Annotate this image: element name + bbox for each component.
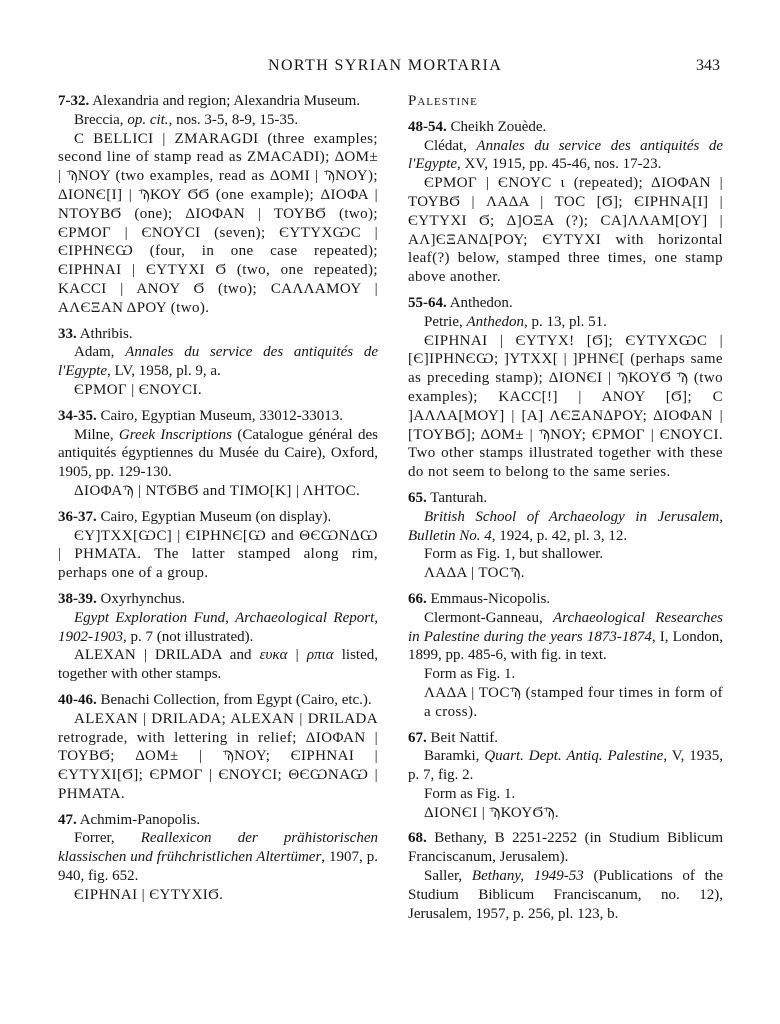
entry-place: Tanturah. xyxy=(430,489,488,506)
entry-number: 68. xyxy=(408,830,427,847)
ref-author: Saller, xyxy=(424,868,472,885)
entry-place: Cairo, Egyptian Museum (on display). xyxy=(100,508,332,525)
entry-reference xyxy=(408,609,723,665)
entry-place: Athribis. xyxy=(79,325,133,342)
entry-number: 7-32. xyxy=(58,93,90,109)
entry-number: 38-39. xyxy=(58,590,97,607)
stamp-greek: ευκα xyxy=(259,647,288,664)
entry-stamps: ЄΡΜΟΓ | ЄΝΟΥϹ ι (repeated); ΔΙΟΦΑΝ | ΤΟΥΒϬ | ΛΑΔΑ | ΤΟϹ [Ϭ]; ЄΙΡΗΝΑ[Ι] | ЄΥΤΥΧΙ Ϭ; Δ]ΟΞΑ (?); ϹΑ]ΛΛΑΜ[ΟΥ] | ΑΛ]ЄΞΑΝΔ[ΡΟΥ; ЄΥΤΥΧΙ with horizontal leaf(?) below, stamped three times, one stamp above another. xyxy=(408,175,723,286)
ref-author: Forrer, xyxy=(74,830,141,847)
entry-heading xyxy=(58,590,378,609)
entry-place: Achmim-Panopolis. xyxy=(79,811,201,828)
entry-place: Beit Nattif. xyxy=(430,729,498,746)
entry-place: Anthedon. xyxy=(449,294,513,311)
entry-form: Form as Fig. 1. xyxy=(424,666,516,683)
ref-title: Reallexicon der prähistorischen klassischen und frühchristlichen Altertümer xyxy=(58,830,378,866)
ref-details: , 1907, p. 940, fig. 652. xyxy=(58,849,378,885)
ref-title: Greek Inscriptions xyxy=(118,426,233,443)
entry-heading xyxy=(408,294,723,313)
ref-author: Petrie, xyxy=(424,313,467,330)
right-column xyxy=(408,92,723,923)
entry-reference xyxy=(408,747,723,785)
entry-heading xyxy=(58,811,378,830)
left-column xyxy=(58,92,378,905)
entry-number: 55-64. xyxy=(408,294,447,311)
entry-reference xyxy=(408,313,723,332)
entry-reference xyxy=(408,137,723,175)
entry-number: 33. xyxy=(58,325,77,342)
page-number: 343 xyxy=(696,57,720,74)
ref-author: Clédat, xyxy=(424,137,477,154)
entry-number: 47. xyxy=(58,811,77,828)
entry-heading xyxy=(58,407,378,426)
entry-number: 65. xyxy=(408,489,427,506)
entry-reference xyxy=(58,829,378,885)
entry-stamps: ЄΙΡΗΝΑΙ | ЄΥΤΥΧ! [Ϭ]; ЄΥΤΥΧѠϹ | [Є]ΙΡΗΝЄѠ; ]ΥΤΧΧ[ | ]ΡΗΝЄ[ (perhaps same as preceding stamp); ΔΙΟΝЄΙ | ϠΚΟΥϬ Ϡ (two examples); ΚΑϹϹ[!] | ΑΝΟΥ [Ϭ]; Ϲ ]ΑΛΛΑ[ΜΟΥ] | [Α] ΛЄΞΑΝΔΡΟΥ; ΔΙΟΦΑΝ | [ΤΟΥΒϬ]; ΔΟΜ± | ϠΝΟΥ; ЄΡΜΟΓ | ЄΝΟΥϹΙ. Two other stamps illustrated together with these do not seem to belong to the same series. xyxy=(408,332,723,481)
entry-place: Cairo, Egyptian Museum, 33012-33013. xyxy=(100,407,343,424)
ref-details: , p. 7 (not illustrated). xyxy=(123,628,254,645)
ref-details: , I, London, 1899, pp. 485-6, with fig. in text. xyxy=(408,628,723,664)
ref-author: Breccia, xyxy=(74,111,128,128)
ref-title: Annales du service des antiquités de l'Egypte xyxy=(58,344,378,380)
ref-title: Archaeological Researches in Palestine during the years 1873-1874 xyxy=(408,609,723,645)
entry-number: 34-35. xyxy=(58,407,97,424)
ref-details: , V, 1935, p. 7, fig. 2. xyxy=(408,748,723,784)
entry-stamps: ALEXAN | DRILADA; ALEXAN | DRILADA retrograde, with lettering in relief; ΔΙΟΦΑΝ | ΤΟΥΒϬ; ΔΟΜ± | ϠΝΟΥ; ЄΙΡΗΝΑΙ | ЄΥΤΥΧΙ[Ϭ]; ЄΡΜΟΓ | ЄΝΟΥϹΙ; ΘЄѠΝΑѠ | ΡΗΜΑΤΑ. xyxy=(58,710,378,802)
ref-author: Baramki, xyxy=(424,748,485,765)
entry-reference xyxy=(58,426,378,482)
entry-place: Emmaus-Nicopolis. xyxy=(430,590,551,607)
entry-place: Cheikh Zouède. xyxy=(450,118,547,135)
entry-reference xyxy=(58,111,378,130)
entry-stamps: ЄΡΜΟΓ | ЄΝΟΥϹΙ. xyxy=(74,381,202,398)
entry-stamps: ЄΥ]ΤΧΧ[ѠϹ] | ЄΙΡΗΝЄ[Ѡ and ΘЄѠΝΔѠ | ΡΗΜΑΤΑ. The latter stamped along rim, perhaps one of a group. xyxy=(58,527,378,582)
entry-place: Oxyrhynchus. xyxy=(100,590,186,607)
ref-details: , nos. 3-5, 8-9, 15-35. xyxy=(168,111,299,128)
entry-stamps: ΔΙΟΝЄΙ | ϠΚΟΥϬϠ. xyxy=(424,804,560,821)
ref-author: Clermont-Ganneau, xyxy=(424,609,554,626)
entry-stamps: ΛΑΔΑ | ΤΟϹϠ (stamped four times in form of a cross). xyxy=(424,684,723,720)
ref-title: Anthedon xyxy=(466,313,524,330)
ref-details: , XV, 1915, pp. 45-46, nos. 17-23. xyxy=(457,156,662,173)
entry-reference xyxy=(58,609,378,647)
entry-form: Form as Fig. 1, but shallower. xyxy=(424,546,604,563)
entry-heading xyxy=(408,829,723,867)
ref-title: Quart. Dept. Antiq. Palestine xyxy=(484,748,664,765)
entry-stamps: ΔΙΟΦΑϠ | ΝΤϬΒϬ and ΤΙΜΟ[Κ] | ΛΗΤΟϹ. xyxy=(74,482,361,499)
entry-heading xyxy=(408,590,723,609)
ref-author: Milne, xyxy=(74,426,119,443)
entry-stamps: ΛΑΔΑ | ΤΟϹϠ. xyxy=(424,565,525,582)
stamp-greek: ρπια xyxy=(306,647,334,664)
entry-form: Form as Fig. 1. xyxy=(424,785,516,802)
entry-heading xyxy=(58,508,378,527)
ref-title: Egypt Exploration Fund, Archaeological Report, 1902-1903 xyxy=(58,609,378,645)
stamp-separator: | xyxy=(287,647,307,664)
running-title: NORTH SYRIAN MORTARIA xyxy=(268,57,503,74)
entry-reference xyxy=(408,867,723,923)
entry-number: 36-37. xyxy=(58,508,97,525)
ref-title: Bethany, 1949-53 xyxy=(471,868,584,885)
entry-place: Bethany, B 2251-2252 (in Studium Biblicum Franciscanum, Jerusalem). xyxy=(408,830,724,866)
ref-details: , LV, 1958, pl. 9, a. xyxy=(107,363,221,380)
ref-title: Annales du service des antiquités de l'Egypte xyxy=(408,137,723,173)
entry-number: 67. xyxy=(408,729,427,746)
ref-author: Adam, xyxy=(74,344,126,361)
stamp-text: listed, together with other stamps. xyxy=(58,647,378,683)
entry-number: 48-54. xyxy=(408,118,447,135)
ref-details: , 1924, p. 42, pl. 3, 12. xyxy=(491,527,628,544)
entry-stamps xyxy=(58,646,378,684)
entry-place: Benachi Collection, from Egypt (Cairo, etc.). xyxy=(100,691,372,708)
entry-heading xyxy=(58,691,378,710)
entry-stamps: ЄΙΡΗΝΑΙ | ЄΥΤΥΧΙϬ. xyxy=(74,886,224,903)
entry-number: 66. xyxy=(408,590,427,607)
ref-details: (Catalogue général des antiquités égyptiennes du Musée du Caire), Oxford, 1905, pp. 129-130. xyxy=(58,426,378,481)
entry-heading xyxy=(408,729,723,748)
entry-reference xyxy=(408,508,723,546)
ref-title: British School of Archaeology in Jerusalem, Bulletin No. 4 xyxy=(408,508,723,544)
entry-heading xyxy=(58,92,378,111)
entry-number: 40-46. xyxy=(58,691,97,708)
entry-place: Alexandria and region; Alexandria Museum. xyxy=(92,93,361,109)
entry-reference xyxy=(58,343,378,381)
section-heading: Palestine xyxy=(408,93,478,109)
stamp-text: ALEXAN | DRILADA and xyxy=(74,647,260,664)
entry-heading xyxy=(408,489,723,508)
ref-details: (Publications of the Studium Biblicum Franciscanum, no. 12), Jerusalem, 1957, p. 256, pl. 123, b. xyxy=(408,868,723,922)
ref-title: op. cit. xyxy=(127,111,169,128)
entry-heading xyxy=(408,118,723,137)
entry-stamps: C BELLICI | ZMARAGDI (three examples; second line of stamp read as ZMACADI); ΔΟΜ± | ϠΝΟΥ (two examples, read as ΔΟΜΙ | ϠΝΟΥ); ΔΙΟΝЄ[Ι] | ϠΚΟΥ ϬϬ (one example); ΔΙΟΦΑ | ΝΤΟΥΒϬ (one); ΔΙΟΦΑΝ | ΤΟΥΒϬ (two); ЄΡΜΟΓ | ЄΝΟΥϹΙ (seven); ЄΥΤΥΧѠϹ | ЄΙΡΗΝЄѠ (four, in one case repeated); ЄΙΡΗΝΑΙ | ЄΥΤΥΧΙ Ϭ (two, one repeated); ΚΑϹϹΙ | ΑΝΟΥ Ϭ (two); ϹΑΛΛΑΜΟΥ | ΑΛЄΞΑΝ ΔΡΟΥ (two). xyxy=(58,130,378,316)
ref-details: , p. 13, pl. 51. xyxy=(524,313,607,330)
entry-heading xyxy=(58,325,378,344)
